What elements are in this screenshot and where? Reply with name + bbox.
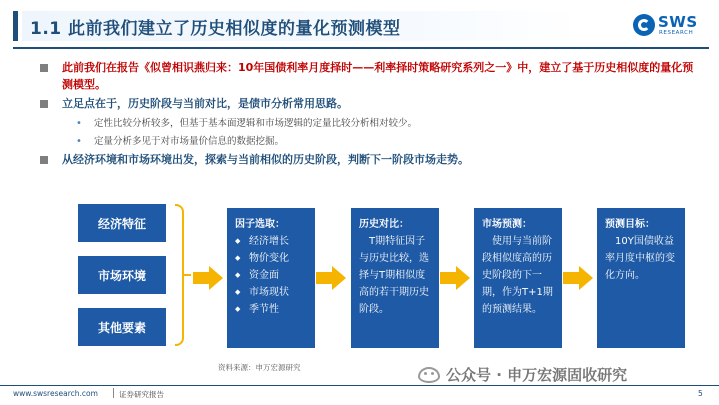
page-number: 5 xyxy=(698,389,703,398)
bullet-text: 立足点在于，历史阶段与当前对比，是债市分析常用思路。 xyxy=(62,97,348,110)
arrow-right-icon xyxy=(440,266,470,290)
sws-logo-icon xyxy=(633,14,655,36)
bullet-text: 从经济环境和市场环境出发，探索与当前相似的历史阶段，判断下一阶段市场走势。 xyxy=(62,152,469,166)
square-bullet-icon xyxy=(40,64,48,72)
card-body: T期特征因子与历史比较，选择与T期相似度高的若干期历史阶段。 xyxy=(359,236,429,315)
sub-bullet-text: 定量分析多见于对市场量价信息的数据挖掘。 xyxy=(94,135,285,147)
bullet-item xyxy=(40,96,700,113)
header xyxy=(0,0,719,55)
bullet-list xyxy=(40,60,700,171)
square-bullet-icon xyxy=(40,100,48,108)
header-divider xyxy=(13,47,709,49)
arrow-right-icon xyxy=(563,266,593,290)
footer-divider xyxy=(0,385,719,386)
other-factors-box: 其他要素 xyxy=(78,308,166,346)
sub-bullet-text: 定性比较分析较多，但基于基本面逻辑和市场逻辑的定量比较分析相对较少。 xyxy=(94,117,418,129)
factor-item: ◆ 资金面 xyxy=(235,267,307,284)
market-prediction-card xyxy=(474,208,562,348)
logo-subtext: RESEARCH xyxy=(659,30,694,36)
factor-item: ◆ 物价变化 xyxy=(235,250,307,267)
factor-item: ◆ 市场现状 xyxy=(235,284,307,301)
factor-item: ◆ 经济增长 xyxy=(235,233,307,250)
card-title: 市场预测： xyxy=(482,219,532,230)
sws-logo xyxy=(633,13,711,39)
footer-url-link[interactable]: www.swsresearch.com xyxy=(13,389,98,398)
prediction-target-card xyxy=(597,208,685,348)
footer-separator xyxy=(113,388,114,398)
arrow-right-icon xyxy=(316,266,346,290)
square-bullet-icon xyxy=(40,156,48,164)
factor-selection-card xyxy=(227,208,315,348)
dot-bullet-icon: • xyxy=(76,117,82,129)
card-body: 使用与当前阶段相似度高的历史阶段的下一期，作为T+1期的预测结果。 xyxy=(482,236,553,315)
market-environment-box: 市场环境 xyxy=(78,256,166,294)
card-title: 因子选取： xyxy=(235,219,285,230)
watermark xyxy=(418,364,627,385)
bullet-item xyxy=(40,60,700,93)
sub-bullet-item xyxy=(40,134,700,149)
history-comparison-card xyxy=(351,208,439,348)
card-title: 预测目标： xyxy=(605,219,655,230)
bullet-item xyxy=(40,152,700,169)
bracket-connector xyxy=(175,204,184,346)
page-title: 1.1 此前我们建立了历史相似度的量化预测模型 xyxy=(30,19,401,39)
arrow-right-icon xyxy=(193,266,223,290)
economic-features-box: 经济特征 xyxy=(78,204,166,242)
footer-report-label: 证券研究报告 xyxy=(119,390,164,399)
dot-bullet-icon: • xyxy=(76,135,82,147)
bullet-text: 此前我们在报告《似曾相识燕归来：10年国债利率月度择时——利率择时策略研究系列之一》中，建立了基于历史相似度的量化预测模型。 xyxy=(62,61,694,91)
sub-bullet-item xyxy=(40,116,700,131)
wechat-icon xyxy=(418,367,440,383)
factor-list xyxy=(235,233,307,318)
watermark-text: 公众号 · 申万宏源固收研究 xyxy=(446,366,628,384)
logo-text: SWS xyxy=(658,13,698,31)
card-title: 历史对比： xyxy=(359,219,409,230)
card-body: 10Y国债收益率月度中枢的变化方向。 xyxy=(605,236,675,281)
factor-item: ◆ 季节性 xyxy=(235,301,307,318)
source-note: 资料来源：申万宏源研究 xyxy=(218,363,301,372)
header-accent-bar xyxy=(13,11,18,41)
model-flow-diagram xyxy=(0,190,719,360)
